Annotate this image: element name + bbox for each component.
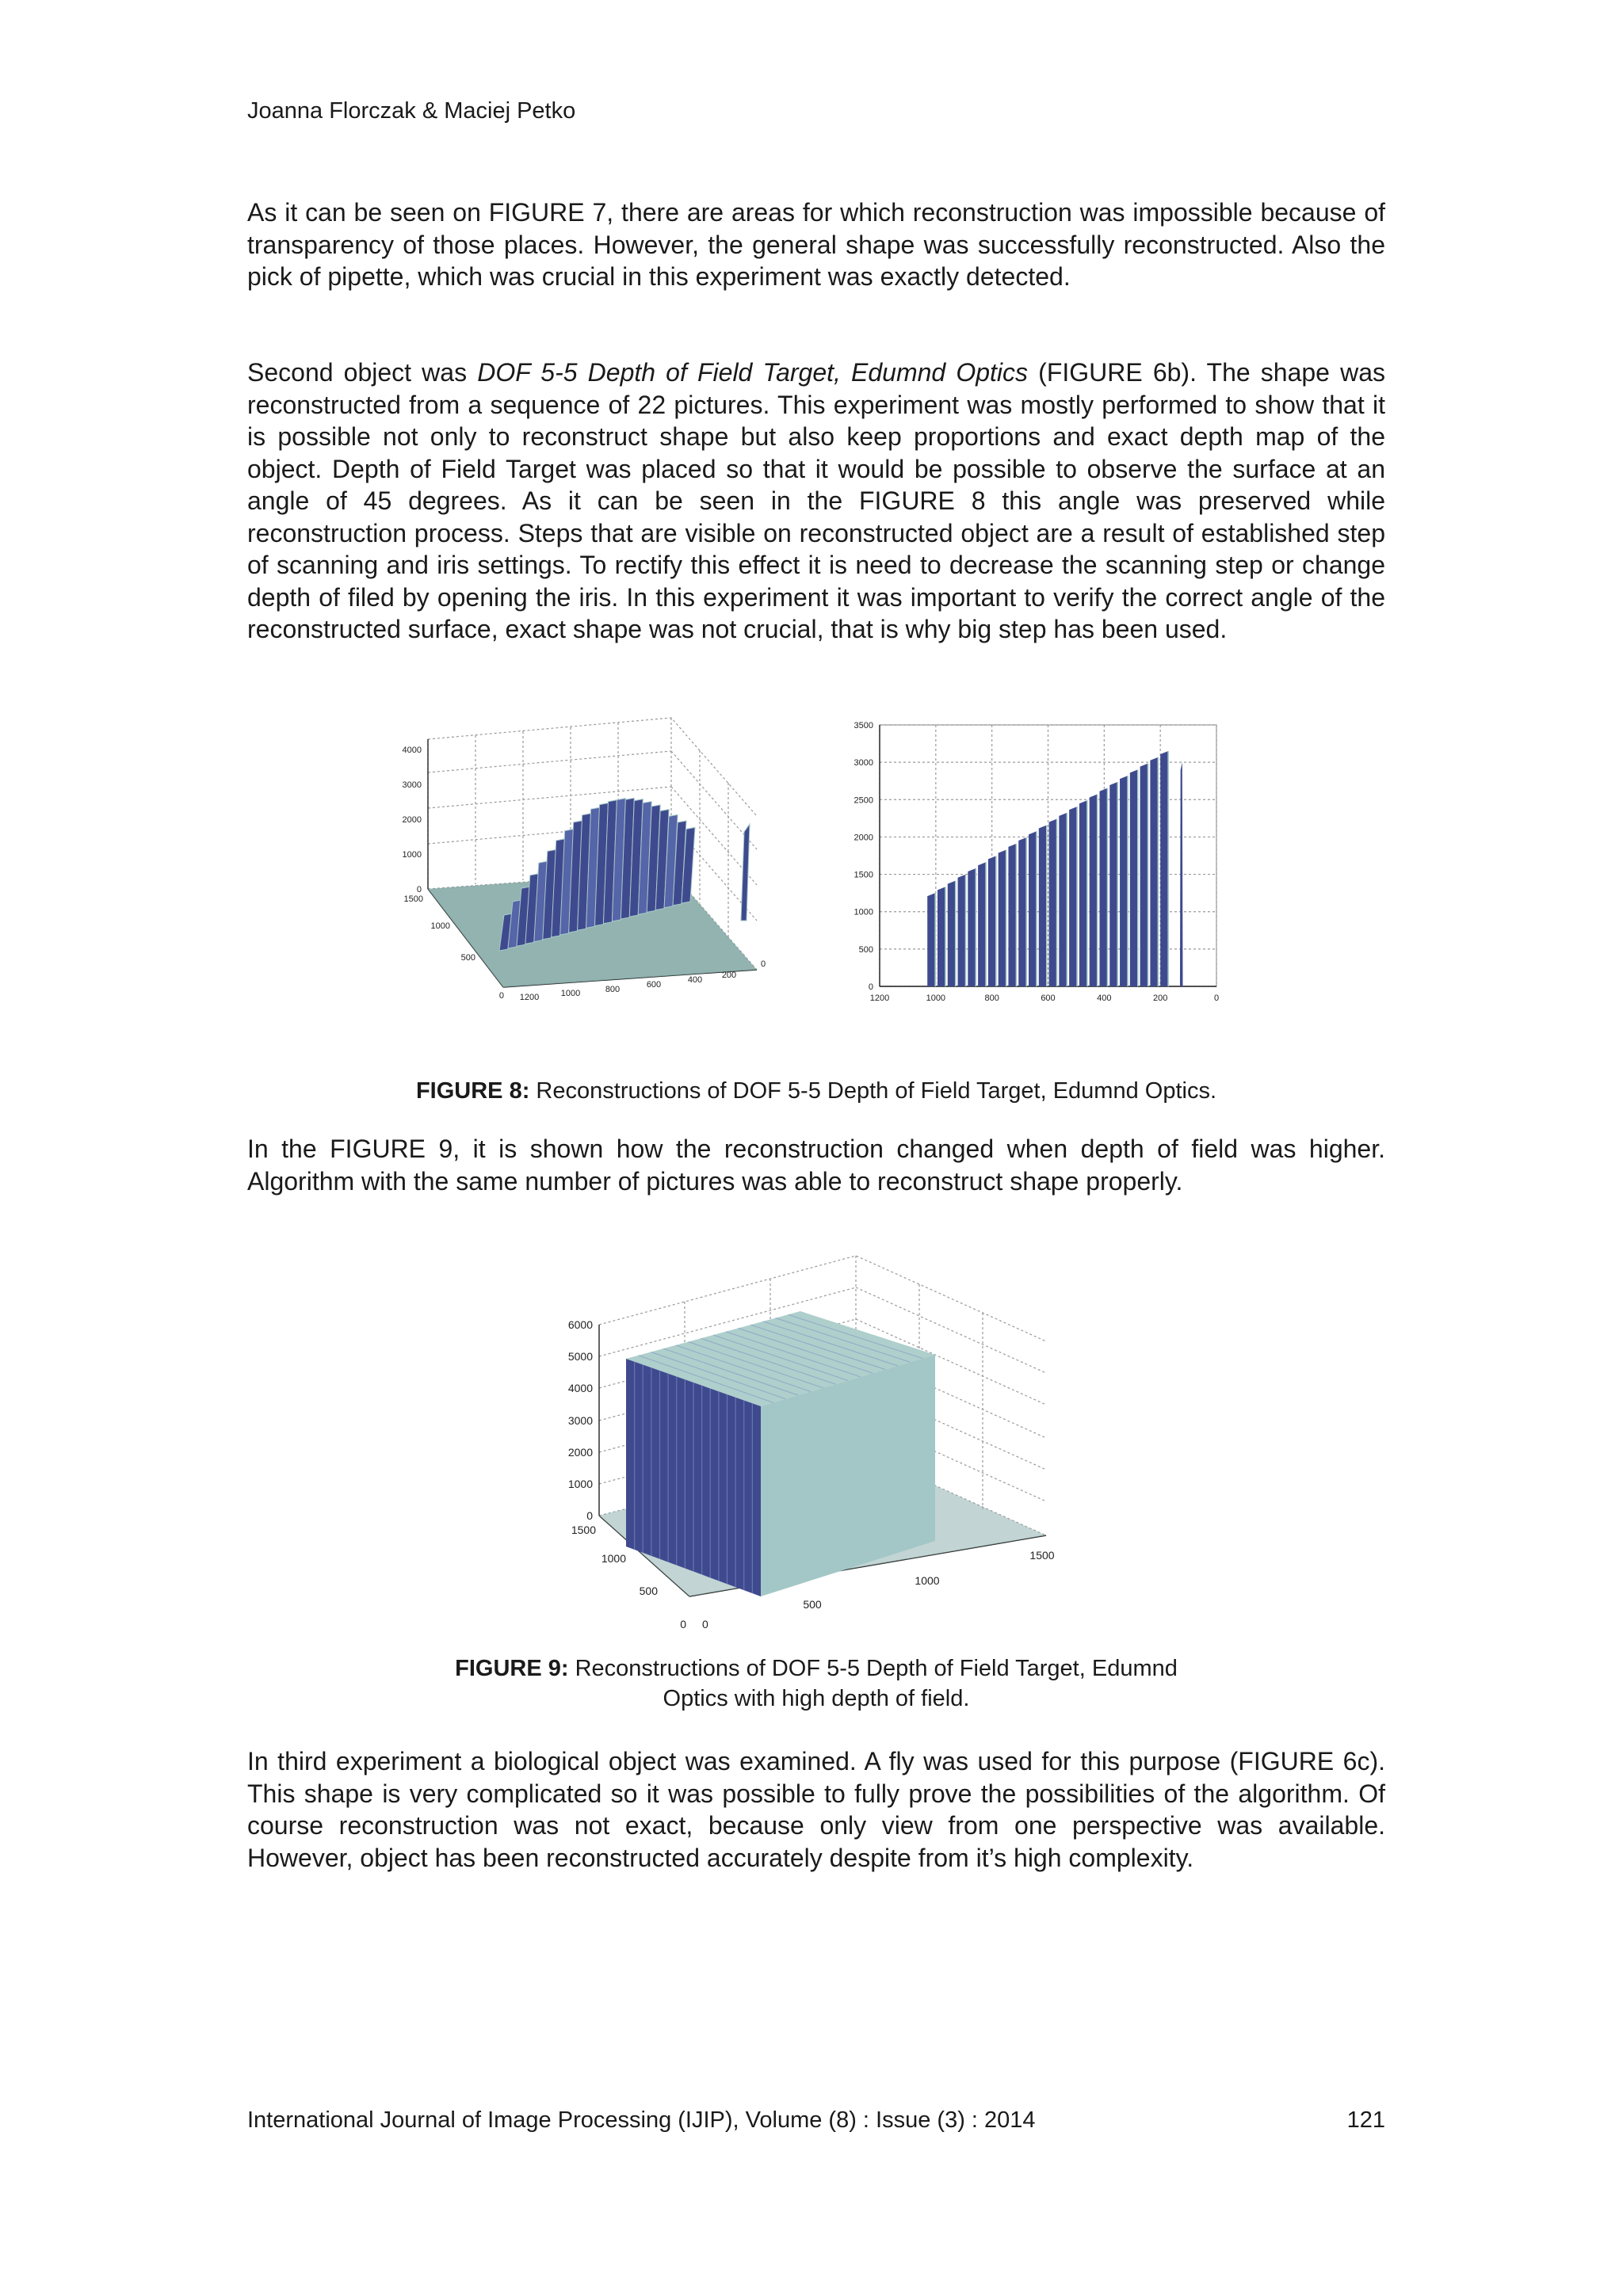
figure9-plot [547,1252,1117,1640]
ridge-bar [958,875,966,986]
ridge-bar [1090,795,1098,986]
ridge-bar [988,856,996,986]
x-tick-800: 800 [605,985,621,994]
ridge-bar [968,868,976,986]
ridge-bar [1120,776,1128,986]
z-tick-3000: 3000 [567,1414,593,1427]
z-tick-0: 0 [586,1509,593,1522]
y-tick-0: 0 [498,991,504,1001]
ridge-bar [1049,819,1057,986]
figure9-caption [247,1653,1385,1714]
x-tick-400: 400 [1097,994,1112,1003]
x-tick-600: 600 [646,980,662,990]
figure9-caption-line2: Optics with high depth of field. [663,1686,970,1711]
figure9-caption-label: FIGURE 9: [455,1656,569,1681]
ridge-spike [741,824,750,921]
y-tick-1000: 1000 [430,921,450,931]
figure8-caption-label: FIGURE 8: [415,1078,530,1104]
x-tick-400: 400 [687,975,703,985]
ridge-bar [978,862,986,986]
right-tick-500: 500 [803,1598,822,1611]
figure8-left-plot [380,713,792,1014]
ridge-bar [948,881,956,986]
ridge-bar [1079,800,1087,986]
ridge-bar [1029,831,1037,986]
x-tick-800: 800 [984,994,999,1003]
ridge-bar [1099,788,1107,986]
z-tick-4000: 4000 [567,1382,593,1394]
paragraph-2-italic: DOF 5-5 Depth of Field Target, Edumnd Optics [477,358,1029,387]
y-tick-3000: 3000 [854,758,873,769]
left-tick-1000: 1000 [601,1552,626,1565]
z-tick-2000: 2000 [567,1446,593,1459]
left-tick-500: 500 [639,1585,658,1597]
ridge-bar [1160,751,1168,986]
figure8-caption [247,1076,1385,1106]
z-tick-1000: 1000 [567,1478,593,1490]
figure8-caption-text: Reconstructions of DOF 5-5 Depth of Field Target, Edumnd Optics. [529,1078,1217,1104]
paragraph-1: As it can be seen on FIGURE 7, there are areas for which reconstruction was impossible because of transparency of those places. However, the general shape was successfully reconstructed. Also the pick of pipette, which was crucial in this experiment was exactly detected. [247,198,1385,291]
ridge-bar [1109,782,1117,986]
side-ridges [927,751,1182,986]
right-tick-1000: 1000 [915,1574,940,1587]
z-tick-2000: 2000 [402,815,422,825]
right-tick-0: 0 [702,1618,708,1630]
z-tick-3000: 3000 [402,780,422,790]
x-tick-1000: 1000 [926,994,946,1003]
left-tick-1500: 1500 [571,1524,596,1536]
z-tick-6000: 6000 [567,1318,593,1331]
z-tick-4000: 4000 [402,746,422,755]
y-tick-2500: 2500 [854,795,873,806]
y-tick-500: 500 [460,953,475,963]
ridge-bar [1150,757,1158,986]
z-tick-0: 0 [416,885,422,894]
x-tick-0: 0 [1213,994,1220,1003]
right-tick-1500: 1500 [1029,1549,1055,1562]
ridge-bar [927,893,935,986]
page-footer [247,2107,1385,2134]
paragraph-3: In the FIGURE 9, it is shown how the reconstruction changed when depth of field was higher. Algorithm with the same number of pictures was able to reconstruct shape properly. [247,1135,1385,1196]
ridge-bar [938,887,945,986]
ridge-bar [1008,844,1016,986]
x-tick-200: 200 [721,971,737,980]
y-tick-2000: 2000 [854,833,873,843]
ridge-spike [1180,762,1183,986]
running-header: Joanna Florczak & Maciej Petko [247,98,576,124]
figure8-right-plot [832,717,1260,1014]
figure9-caption-line1: Reconstructions of DOF 5-5 Depth of Field Target, Edumnd [568,1656,1178,1681]
footer-journal: International Journal of Image Processing (IJIP), Volume (8) : Issue (3) : 2014 [247,2107,1036,2133]
page-number: 121 [1346,2107,1385,2133]
y-tick-3500: 3500 [854,721,873,730]
ridge-bar [1069,807,1077,986]
x-tick-1000: 1000 [560,989,581,998]
x-tick-600: 600 [1041,994,1056,1003]
paragraph-2-pre: Second object was [247,358,478,387]
ridge-bar [1039,825,1047,986]
z-tick-1000: 1000 [402,850,422,860]
y-tick-0: 0 [868,982,873,992]
ridge-bar [1059,813,1067,986]
z-tick-5000: 5000 [567,1350,593,1363]
left-tick-0: 0 [680,1618,686,1630]
y-tick-500: 500 [858,944,873,955]
y-tick-1500: 1500 [403,894,423,904]
x-tick-1200: 1200 [869,994,890,1003]
paragraph-4: In third experiment a biological object was examined. A fly was used for this purpose (FIGURE 6c). This shape is very complicated so it was possible to fully prove the possibilities of the algorithm. Of course reconstruction was not exact, because only view from one perspective was available. However, object has been reconstructed accurately despite from it’s high complexity. [247,1747,1385,1872]
ridge-bar [999,850,1006,986]
x-tick-0: 0 [761,959,766,969]
x-tick-200: 200 [1152,994,1168,1003]
ridge-bar [1130,769,1138,986]
paragraph-2-post: (FIGURE 6b). The shape was reconstructed from a sequence of 22 pictures. This experiment was mostly performed to show that it is possible not only to reconstruct shape but also keep proportions and exact depth map of the object. Depth of Field Target was placed so that it would be possible to observe the surface at an angle of 45 degrees. As it can be seen in the FIGURE 8 this angle was preserved while reconstruction process. Steps that are visible on reconstructed object are a result of established step of scanning and iris settings. To rectify this effect it is need to decrease the scanning step or change depth of filed by opening the iris. In this experiment it was important to verify the correct angle of the reconstructed surface, exact shape was not crucial, that is why big step has been used. [247,358,1386,643]
ridge-bar [1140,764,1148,986]
ridge-bar [1018,837,1026,986]
paragraph-2 [247,357,1385,646]
y-tick-1500: 1500 [854,870,873,880]
y-tick-1000: 1000 [854,907,873,917]
x-tick-1200: 1200 [519,993,540,1002]
